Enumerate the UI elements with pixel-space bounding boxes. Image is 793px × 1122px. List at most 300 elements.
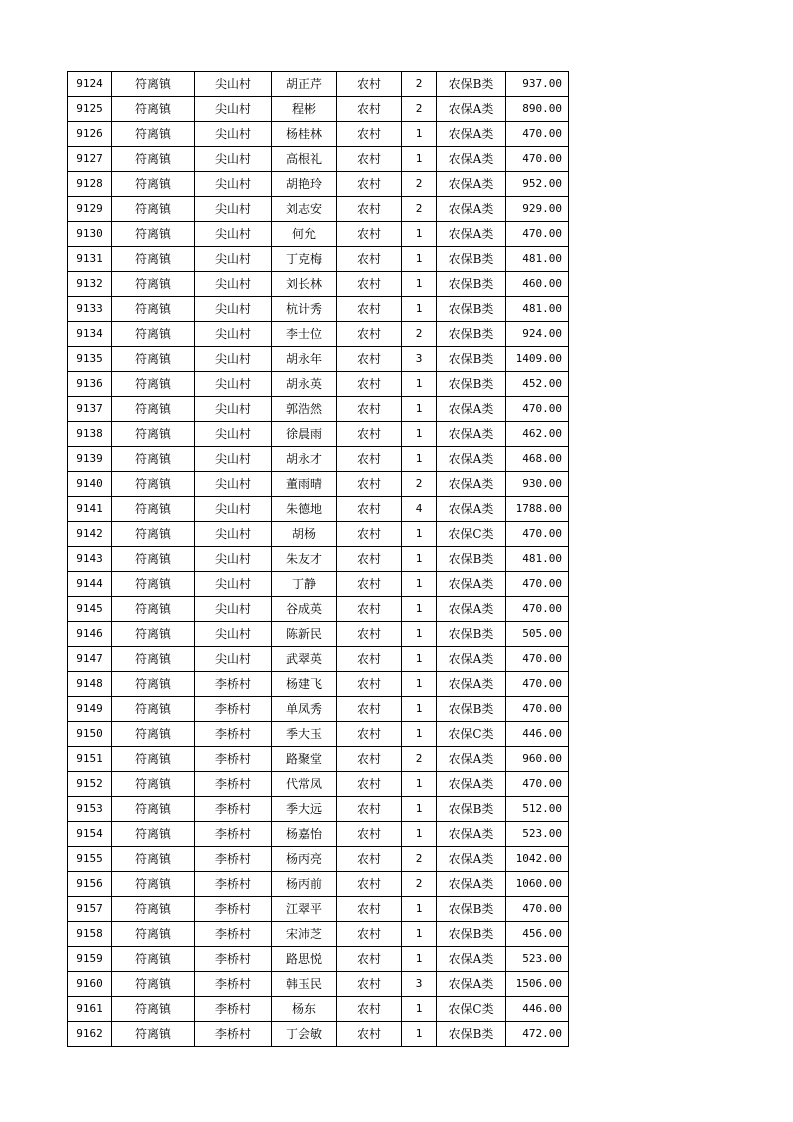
amount-cell: 470.00 <box>506 397 569 422</box>
household-count-cell: 1 <box>402 597 437 622</box>
insurance-category-cell: 农保A类 <box>437 747 506 772</box>
table-row <box>68 597 569 622</box>
household-count-cell: 1 <box>402 622 437 647</box>
town-cell: 符离镇 <box>112 847 195 872</box>
table-row <box>68 397 569 422</box>
roster-body <box>68 72 569 1047</box>
amount-cell: 929.00 <box>506 197 569 222</box>
area-type-cell: 农村 <box>337 472 402 497</box>
household-count-cell: 1 <box>402 422 437 447</box>
amount-cell: 481.00 <box>506 297 569 322</box>
table-row <box>68 72 569 97</box>
table-row <box>68 822 569 847</box>
insurance-category-cell: 农保A类 <box>437 447 506 472</box>
record-number-cell: 9148 <box>68 672 112 697</box>
amount-cell: 470.00 <box>506 697 569 722</box>
village-cell: 李桥村 <box>195 997 272 1022</box>
area-type-cell: 农村 <box>337 72 402 97</box>
person-name-cell: 杨建飞 <box>272 672 337 697</box>
person-name-cell: 胡永年 <box>272 347 337 372</box>
village-cell: 李桥村 <box>195 672 272 697</box>
area-type-cell: 农村 <box>337 522 402 547</box>
person-name-cell: 程彬 <box>272 97 337 122</box>
town-cell: 符离镇 <box>112 647 195 672</box>
record-number-cell: 9147 <box>68 647 112 672</box>
area-type-cell: 农村 <box>337 147 402 172</box>
insurance-category-cell: 农保C类 <box>437 522 506 547</box>
insurance-category-cell: 农保A类 <box>437 172 506 197</box>
village-cell: 尖山村 <box>195 397 272 422</box>
record-number-cell: 9124 <box>68 72 112 97</box>
table-row <box>68 322 569 347</box>
amount-cell: 952.00 <box>506 172 569 197</box>
household-count-cell: 1 <box>402 447 437 472</box>
insurance-category-cell: 农保A类 <box>437 147 506 172</box>
record-number-cell: 9142 <box>68 522 112 547</box>
area-type-cell: 农村 <box>337 647 402 672</box>
amount-cell: 1788.00 <box>506 497 569 522</box>
household-count-cell: 1 <box>402 647 437 672</box>
area-type-cell: 农村 <box>337 797 402 822</box>
record-number-cell: 9128 <box>68 172 112 197</box>
insurance-category-cell: 农保A类 <box>437 472 506 497</box>
amount-cell: 460.00 <box>506 272 569 297</box>
town-cell: 符离镇 <box>112 672 195 697</box>
household-count-cell: 3 <box>402 347 437 372</box>
record-number-cell: 9160 <box>68 972 112 997</box>
village-cell: 李桥村 <box>195 947 272 972</box>
person-name-cell: 江翠平 <box>272 897 337 922</box>
table-row <box>68 222 569 247</box>
table-row <box>68 747 569 772</box>
insurance-category-cell: 农保B类 <box>437 797 506 822</box>
amount-cell: 470.00 <box>506 222 569 247</box>
person-name-cell: 胡正芹 <box>272 72 337 97</box>
area-type-cell: 农村 <box>337 747 402 772</box>
record-number-cell: 9134 <box>68 322 112 347</box>
household-count-cell: 2 <box>402 872 437 897</box>
village-cell: 尖山村 <box>195 247 272 272</box>
town-cell: 符离镇 <box>112 322 195 347</box>
insurance-category-cell: 农保B类 <box>437 622 506 647</box>
amount-cell: 470.00 <box>506 522 569 547</box>
record-number-cell: 9154 <box>68 822 112 847</box>
record-number-cell: 9132 <box>68 272 112 297</box>
area-type-cell: 农村 <box>337 922 402 947</box>
village-cell: 李桥村 <box>195 722 272 747</box>
village-cell: 尖山村 <box>195 72 272 97</box>
village-cell: 尖山村 <box>195 147 272 172</box>
table-row <box>68 622 569 647</box>
record-number-cell: 9131 <box>68 247 112 272</box>
table-row <box>68 672 569 697</box>
record-number-cell: 9158 <box>68 922 112 947</box>
person-name-cell: 杨桂林 <box>272 122 337 147</box>
area-type-cell: 农村 <box>337 722 402 747</box>
insurance-category-cell: 农保A类 <box>437 197 506 222</box>
amount-cell: 937.00 <box>506 72 569 97</box>
village-cell: 李桥村 <box>195 972 272 997</box>
area-type-cell: 农村 <box>337 372 402 397</box>
household-count-cell: 1 <box>402 797 437 822</box>
town-cell: 符离镇 <box>112 522 195 547</box>
table-row <box>68 372 569 397</box>
village-cell: 李桥村 <box>195 1022 272 1047</box>
insurance-category-cell: 农保A类 <box>437 872 506 897</box>
table-row <box>68 247 569 272</box>
table-row <box>68 447 569 472</box>
town-cell: 符离镇 <box>112 722 195 747</box>
person-name-cell: 路思悦 <box>272 947 337 972</box>
area-type-cell: 农村 <box>337 872 402 897</box>
amount-cell: 523.00 <box>506 947 569 972</box>
record-number-cell: 9145 <box>68 597 112 622</box>
insurance-category-cell: 农保A类 <box>437 847 506 872</box>
record-number-cell: 9126 <box>68 122 112 147</box>
amount-cell: 1506.00 <box>506 972 569 997</box>
person-name-cell: 胡永才 <box>272 447 337 472</box>
table-row <box>68 197 569 222</box>
amount-cell: 512.00 <box>506 797 569 822</box>
area-type-cell: 农村 <box>337 172 402 197</box>
town-cell: 符离镇 <box>112 72 195 97</box>
person-name-cell: 宋沛芝 <box>272 922 337 947</box>
table-row <box>68 522 569 547</box>
area-type-cell: 农村 <box>337 622 402 647</box>
town-cell: 符离镇 <box>112 547 195 572</box>
amount-cell: 446.00 <box>506 997 569 1022</box>
amount-cell: 470.00 <box>506 572 569 597</box>
village-cell: 尖山村 <box>195 597 272 622</box>
person-name-cell: 季大玉 <box>272 722 337 747</box>
town-cell: 符离镇 <box>112 622 195 647</box>
town-cell: 符离镇 <box>112 1022 195 1047</box>
area-type-cell: 农村 <box>337 547 402 572</box>
village-cell: 李桥村 <box>195 922 272 947</box>
table-row <box>68 897 569 922</box>
table-row <box>68 122 569 147</box>
amount-cell: 456.00 <box>506 922 569 947</box>
town-cell: 符离镇 <box>112 797 195 822</box>
record-number-cell: 9143 <box>68 547 112 572</box>
person-name-cell: 李士位 <box>272 322 337 347</box>
household-count-cell: 2 <box>402 97 437 122</box>
insurance-category-cell: 农保B类 <box>437 897 506 922</box>
village-cell: 李桥村 <box>195 697 272 722</box>
household-count-cell: 3 <box>402 972 437 997</box>
amount-cell: 924.00 <box>506 322 569 347</box>
amount-cell: 470.00 <box>506 672 569 697</box>
village-cell: 尖山村 <box>195 622 272 647</box>
person-name-cell: 丁静 <box>272 572 337 597</box>
table-row <box>68 1022 569 1047</box>
insurance-category-cell: 农保B类 <box>437 547 506 572</box>
insurance-category-cell: 农保A类 <box>437 947 506 972</box>
record-number-cell: 9135 <box>68 347 112 372</box>
record-number-cell: 9140 <box>68 472 112 497</box>
person-name-cell: 高根礼 <box>272 147 337 172</box>
area-type-cell: 农村 <box>337 822 402 847</box>
table-row <box>68 472 569 497</box>
household-count-cell: 1 <box>402 772 437 797</box>
town-cell: 符离镇 <box>112 147 195 172</box>
household-count-cell: 1 <box>402 947 437 972</box>
town-cell: 符离镇 <box>112 397 195 422</box>
town-cell: 符离镇 <box>112 297 195 322</box>
roster-table <box>67 71 569 1047</box>
record-number-cell: 9146 <box>68 622 112 647</box>
table-row <box>68 97 569 122</box>
area-type-cell: 农村 <box>337 247 402 272</box>
town-cell: 符离镇 <box>112 497 195 522</box>
record-number-cell: 9156 <box>68 872 112 897</box>
amount-cell: 470.00 <box>506 597 569 622</box>
insurance-category-cell: 农保A类 <box>437 822 506 847</box>
household-count-cell: 4 <box>402 497 437 522</box>
record-number-cell: 9125 <box>68 97 112 122</box>
household-count-cell: 2 <box>402 847 437 872</box>
village-cell: 尖山村 <box>195 347 272 372</box>
table-row <box>68 722 569 747</box>
record-number-cell: 9129 <box>68 197 112 222</box>
amount-cell: 1409.00 <box>506 347 569 372</box>
area-type-cell: 农村 <box>337 397 402 422</box>
household-count-cell: 1 <box>402 1022 437 1047</box>
town-cell: 符离镇 <box>112 122 195 147</box>
insurance-category-cell: 农保B类 <box>437 272 506 297</box>
record-number-cell: 9138 <box>68 422 112 447</box>
amount-cell: 462.00 <box>506 422 569 447</box>
town-cell: 符离镇 <box>112 597 195 622</box>
insurance-category-cell: 农保A类 <box>437 672 506 697</box>
insurance-category-cell: 农保A类 <box>437 497 506 522</box>
record-number-cell: 9141 <box>68 497 112 522</box>
table-row <box>68 797 569 822</box>
area-type-cell: 农村 <box>337 272 402 297</box>
village-cell: 尖山村 <box>195 297 272 322</box>
person-name-cell: 杨丙亮 <box>272 847 337 872</box>
household-count-cell: 1 <box>402 297 437 322</box>
insurance-category-cell: 农保B类 <box>437 922 506 947</box>
town-cell: 符离镇 <box>112 572 195 597</box>
amount-cell: 470.00 <box>506 147 569 172</box>
village-cell: 尖山村 <box>195 272 272 297</box>
insurance-category-cell: 农保A类 <box>437 397 506 422</box>
area-type-cell: 农村 <box>337 222 402 247</box>
town-cell: 符离镇 <box>112 347 195 372</box>
amount-cell: 470.00 <box>506 897 569 922</box>
amount-cell: 1060.00 <box>506 872 569 897</box>
area-type-cell: 农村 <box>337 672 402 697</box>
insurance-category-cell: 农保A类 <box>437 772 506 797</box>
town-cell: 符离镇 <box>112 97 195 122</box>
insurance-category-cell: 农保A类 <box>437 97 506 122</box>
town-cell: 符离镇 <box>112 197 195 222</box>
person-name-cell: 徐晨雨 <box>272 422 337 447</box>
town-cell: 符离镇 <box>112 447 195 472</box>
town-cell: 符离镇 <box>112 947 195 972</box>
insurance-category-cell: 农保B类 <box>437 372 506 397</box>
insurance-category-cell: 农保A类 <box>437 597 506 622</box>
insurance-category-cell: 农保A类 <box>437 222 506 247</box>
amount-cell: 470.00 <box>506 122 569 147</box>
household-count-cell: 1 <box>402 572 437 597</box>
record-number-cell: 9162 <box>68 1022 112 1047</box>
person-name-cell: 丁会敏 <box>272 1022 337 1047</box>
area-type-cell: 农村 <box>337 1022 402 1047</box>
town-cell: 符离镇 <box>112 972 195 997</box>
insurance-category-cell: 农保B类 <box>437 1022 506 1047</box>
area-type-cell: 农村 <box>337 322 402 347</box>
person-name-cell: 武翠英 <box>272 647 337 672</box>
person-name-cell: 杭计秀 <box>272 297 337 322</box>
record-number-cell: 9137 <box>68 397 112 422</box>
town-cell: 符离镇 <box>112 872 195 897</box>
table-row <box>68 297 569 322</box>
table-row <box>68 847 569 872</box>
insurance-category-cell: 农保B类 <box>437 247 506 272</box>
household-count-cell: 1 <box>402 222 437 247</box>
town-cell: 符离镇 <box>112 272 195 297</box>
town-cell: 符离镇 <box>112 697 195 722</box>
household-count-cell: 2 <box>402 72 437 97</box>
person-name-cell: 杨东 <box>272 997 337 1022</box>
insurance-category-cell: 农保B类 <box>437 697 506 722</box>
village-cell: 尖山村 <box>195 197 272 222</box>
amount-cell: 523.00 <box>506 822 569 847</box>
village-cell: 尖山村 <box>195 497 272 522</box>
household-count-cell: 1 <box>402 672 437 697</box>
insurance-category-cell: 农保A类 <box>437 647 506 672</box>
village-cell: 尖山村 <box>195 422 272 447</box>
table-row <box>68 547 569 572</box>
insurance-category-cell: 农保B类 <box>437 297 506 322</box>
area-type-cell: 农村 <box>337 572 402 597</box>
person-name-cell: 季大远 <box>272 797 337 822</box>
village-cell: 尖山村 <box>195 547 272 572</box>
record-number-cell: 9161 <box>68 997 112 1022</box>
village-cell: 李桥村 <box>195 897 272 922</box>
household-count-cell: 1 <box>402 147 437 172</box>
household-count-cell: 1 <box>402 372 437 397</box>
table-row <box>68 272 569 297</box>
insurance-category-cell: 农保B类 <box>437 347 506 372</box>
village-cell: 尖山村 <box>195 522 272 547</box>
village-cell: 李桥村 <box>195 872 272 897</box>
amount-cell: 472.00 <box>506 1022 569 1047</box>
table-row <box>68 572 569 597</box>
area-type-cell: 农村 <box>337 947 402 972</box>
insurance-category-cell: 农保C类 <box>437 722 506 747</box>
table-row <box>68 947 569 972</box>
amount-cell: 505.00 <box>506 622 569 647</box>
town-cell: 符离镇 <box>112 222 195 247</box>
record-number-cell: 9127 <box>68 147 112 172</box>
insurance-category-cell: 农保A类 <box>437 972 506 997</box>
insurance-category-cell: 农保B类 <box>437 72 506 97</box>
area-type-cell: 农村 <box>337 347 402 372</box>
table-row <box>68 872 569 897</box>
person-name-cell: 韩玉民 <box>272 972 337 997</box>
household-count-cell: 1 <box>402 697 437 722</box>
person-name-cell: 杨丙前 <box>272 872 337 897</box>
person-name-cell: 单凤秀 <box>272 697 337 722</box>
table-row <box>68 922 569 947</box>
amount-cell: 890.00 <box>506 97 569 122</box>
record-number-cell: 9136 <box>68 372 112 397</box>
person-name-cell: 刘长林 <box>272 272 337 297</box>
town-cell: 符离镇 <box>112 922 195 947</box>
household-count-cell: 1 <box>402 922 437 947</box>
household-count-cell: 1 <box>402 722 437 747</box>
town-cell: 符离镇 <box>112 472 195 497</box>
household-count-cell: 2 <box>402 472 437 497</box>
area-type-cell: 农村 <box>337 122 402 147</box>
area-type-cell: 农村 <box>337 97 402 122</box>
household-count-cell: 1 <box>402 822 437 847</box>
area-type-cell: 农村 <box>337 597 402 622</box>
table-row <box>68 997 569 1022</box>
person-name-cell: 朱德地 <box>272 497 337 522</box>
village-cell: 李桥村 <box>195 772 272 797</box>
area-type-cell: 农村 <box>337 847 402 872</box>
record-number-cell: 9155 <box>68 847 112 872</box>
record-number-cell: 9144 <box>68 572 112 597</box>
village-cell: 尖山村 <box>195 647 272 672</box>
person-name-cell: 郭浩然 <box>272 397 337 422</box>
record-number-cell: 9151 <box>68 747 112 772</box>
village-cell: 尖山村 <box>195 322 272 347</box>
amount-cell: 468.00 <box>506 447 569 472</box>
insurance-category-cell: 农保A类 <box>437 422 506 447</box>
village-cell: 尖山村 <box>195 447 272 472</box>
person-name-cell: 代常凤 <box>272 772 337 797</box>
record-number-cell: 9133 <box>68 297 112 322</box>
town-cell: 符离镇 <box>112 897 195 922</box>
person-name-cell: 杨嘉怡 <box>272 822 337 847</box>
record-number-cell: 9157 <box>68 897 112 922</box>
town-cell: 符离镇 <box>112 247 195 272</box>
person-name-cell: 朱友才 <box>272 547 337 572</box>
area-type-cell: 农村 <box>337 972 402 997</box>
record-number-cell: 9150 <box>68 722 112 747</box>
insurance-category-cell: 农保A类 <box>437 572 506 597</box>
village-cell: 李桥村 <box>195 747 272 772</box>
person-name-cell: 刘志安 <box>272 197 337 222</box>
amount-cell: 452.00 <box>506 372 569 397</box>
insurance-category-cell: 农保B类 <box>437 322 506 347</box>
household-count-cell: 1 <box>402 247 437 272</box>
village-cell: 尖山村 <box>195 572 272 597</box>
table-row <box>68 697 569 722</box>
person-name-cell: 胡杨 <box>272 522 337 547</box>
area-type-cell: 农村 <box>337 772 402 797</box>
table-row <box>68 497 569 522</box>
household-count-cell: 1 <box>402 547 437 572</box>
record-number-cell: 9149 <box>68 697 112 722</box>
person-name-cell: 董雨晴 <box>272 472 337 497</box>
person-name-cell: 何允 <box>272 222 337 247</box>
area-type-cell: 农村 <box>337 997 402 1022</box>
village-cell: 尖山村 <box>195 172 272 197</box>
record-number-cell: 9159 <box>68 947 112 972</box>
household-count-cell: 2 <box>402 172 437 197</box>
table-row <box>68 422 569 447</box>
amount-cell: 481.00 <box>506 247 569 272</box>
town-cell: 符离镇 <box>112 172 195 197</box>
village-cell: 李桥村 <box>195 822 272 847</box>
household-count-cell: 2 <box>402 747 437 772</box>
